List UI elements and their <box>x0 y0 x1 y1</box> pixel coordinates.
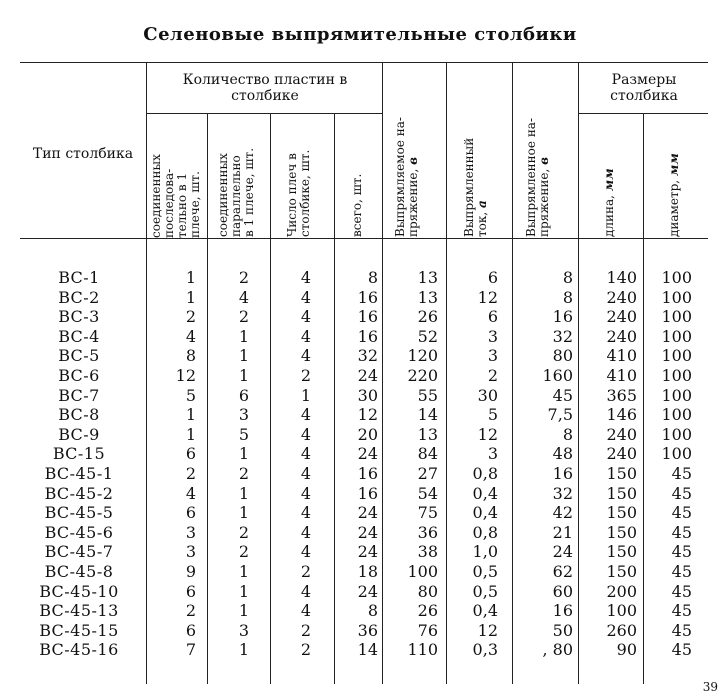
cell-diameter: 45 <box>671 640 692 659</box>
cell-arms: 2 <box>300 621 311 640</box>
cell-parallel: 1 <box>238 444 249 463</box>
row-type: ВС-45-15 <box>39 621 119 640</box>
cell-current: 2 <box>487 366 498 385</box>
cell-current: 12 <box>477 288 498 307</box>
cell-diameter: 100 <box>661 386 692 405</box>
cell-vin: 76 <box>417 621 438 640</box>
cell-total: 24 <box>357 582 378 601</box>
cell-series: 1 <box>185 288 196 307</box>
cell-total: 16 <box>357 307 378 326</box>
cell-parallel: 1 <box>238 601 249 620</box>
header-arms: Число плеч в столбике, шт. <box>285 149 312 237</box>
cell-vout: 24 <box>552 542 573 561</box>
cell-current: 0,3 <box>472 640 498 659</box>
row-type: ВС-7 <box>58 386 100 405</box>
cell-diameter: 100 <box>661 444 692 463</box>
cell-series: 4 <box>185 327 196 346</box>
cell-length: 90 <box>616 640 637 659</box>
cell-total: 16 <box>357 464 378 483</box>
row-type: ВС-45-10 <box>39 582 119 601</box>
cell-vin: 100 <box>407 562 438 581</box>
cell-series: 3 <box>185 542 196 561</box>
cell-arms: 2 <box>300 366 311 385</box>
cell-vin: 54 <box>417 484 438 503</box>
cell-diameter: 45 <box>671 582 692 601</box>
cell-arms: 4 <box>300 601 311 620</box>
cell-diameter: 100 <box>661 405 692 424</box>
cell-total: 20 <box>357 425 378 444</box>
cell-vout: 16 <box>552 307 573 326</box>
cell-length: 365 <box>606 386 637 405</box>
cell-vout: 7,5 <box>547 405 573 424</box>
cell-current: 6 <box>487 268 498 287</box>
cell-arms: 2 <box>300 562 311 581</box>
cell-parallel: 2 <box>238 307 249 326</box>
cell-length: 146 <box>606 405 637 424</box>
table-title: Селеновые выпрямительные столбики <box>143 24 577 45</box>
row-type: ВС-1 <box>58 268 100 287</box>
row-type: ВС-2 <box>58 288 100 307</box>
cell-series: 4 <box>185 484 196 503</box>
cell-series: 6 <box>185 503 196 522</box>
header-voltage-in-label: Выпрямляемое на- пряжение, <box>393 117 420 237</box>
header-diameter-unit: мм <box>667 153 681 177</box>
cell-vin: 13 <box>417 268 438 287</box>
header-current-label: Выпрямленный ток, <box>462 137 489 237</box>
cell-total: 14 <box>357 640 378 659</box>
cell-current: 3 <box>487 444 498 463</box>
cell-vout: 80 <box>552 346 573 365</box>
cell-arms: 4 <box>300 582 311 601</box>
header-length-label: длина, <box>602 191 616 237</box>
cell-arms: 4 <box>300 503 311 522</box>
cell-length: 150 <box>606 523 637 542</box>
cell-total: 8 <box>367 601 378 620</box>
cell-vout: , 80 <box>542 640 573 659</box>
cell-current: 3 <box>487 327 498 346</box>
cell-arms: 4 <box>300 288 311 307</box>
page-number-fragment: 39 <box>702 680 718 694</box>
cell-parallel: 4 <box>238 288 249 307</box>
cell-parallel: 2 <box>238 523 249 542</box>
cell-vout: 32 <box>552 327 573 346</box>
row-type: ВС-45-5 <box>44 503 114 522</box>
cell-length: 240 <box>606 327 637 346</box>
cell-vout: 48 <box>552 444 573 463</box>
cell-length: 240 <box>606 307 637 326</box>
row-type: ВС-45-16 <box>39 640 119 659</box>
cell-diameter: 45 <box>671 464 692 483</box>
cell-parallel: 1 <box>238 582 249 601</box>
cell-current: 12 <box>477 425 498 444</box>
cell-length: 150 <box>606 484 637 503</box>
cell-total: 24 <box>357 542 378 561</box>
cell-series: 9 <box>185 562 196 581</box>
cell-parallel: 1 <box>238 366 249 385</box>
cell-arms: 4 <box>300 346 311 365</box>
header-voltage-in-unit: в <box>406 156 420 165</box>
cell-total: 8 <box>367 268 378 287</box>
cell-parallel: 1 <box>238 640 249 659</box>
header-voltage-out-label: Выпрямленное на- пряжение, <box>524 117 551 237</box>
cell-vin: 80 <box>417 582 438 601</box>
cell-vin: 26 <box>417 601 438 620</box>
row-type: ВС-45-6 <box>44 523 114 542</box>
cell-series: 6 <box>185 582 196 601</box>
cell-diameter: 45 <box>671 601 692 620</box>
header-length <box>603 117 619 237</box>
cell-parallel: 3 <box>238 621 249 640</box>
header-diameter-label: диаметр, <box>667 176 681 237</box>
cell-total: 36 <box>357 621 378 640</box>
header-series: соединенных последова- тельно в 1 плече, шт. <box>149 154 202 238</box>
cell-arms: 4 <box>300 268 311 287</box>
cell-vout: 160 <box>542 366 573 385</box>
row-type: ВС-45-8 <box>44 562 114 581</box>
cell-parallel: 1 <box>238 346 249 365</box>
cell-current: 0,8 <box>472 523 498 542</box>
row-type: ВС-3 <box>58 307 100 326</box>
cell-parallel: 1 <box>238 484 249 503</box>
cell-total: 24 <box>357 503 378 522</box>
cell-vout: 32 <box>552 484 573 503</box>
cell-current: 3 <box>487 346 498 365</box>
cell-vin: 84 <box>417 444 438 463</box>
cell-length: 240 <box>606 444 637 463</box>
cell-parallel: 1 <box>238 503 249 522</box>
cell-arms: 4 <box>300 425 311 444</box>
cell-current: 0,8 <box>472 464 498 483</box>
cell-length: 150 <box>606 562 637 581</box>
cell-vin: 55 <box>417 386 438 405</box>
cell-current: 12 <box>477 621 498 640</box>
cell-total: 16 <box>357 288 378 307</box>
cell-diameter: 100 <box>661 268 692 287</box>
cell-vin: 14 <box>417 405 438 424</box>
header-plates-group: Количество пластин в столбике <box>182 72 348 104</box>
cell-total: 30 <box>357 386 378 405</box>
cell-series: 5 <box>185 386 196 405</box>
cell-diameter: 45 <box>671 562 692 581</box>
cell-diameter: 45 <box>671 484 692 503</box>
cell-diameter: 45 <box>671 503 692 522</box>
cell-vin: 120 <box>407 346 438 365</box>
cell-diameter: 100 <box>661 346 692 365</box>
cell-vout: 16 <box>552 601 573 620</box>
cell-length: 240 <box>606 425 637 444</box>
header-current <box>463 117 495 237</box>
cell-arms: 4 <box>300 327 311 346</box>
cell-series: 12 <box>175 366 196 385</box>
header-total: всего, шт. <box>350 173 364 237</box>
cell-arms: 4 <box>300 444 311 463</box>
cell-vout: 16 <box>552 464 573 483</box>
cell-vin: 75 <box>417 503 438 522</box>
cell-series: 1 <box>185 425 196 444</box>
cell-series: 2 <box>185 601 196 620</box>
cell-vin: 220 <box>407 366 438 385</box>
header-voltage-in <box>394 117 434 237</box>
cell-total: 16 <box>357 484 378 503</box>
cell-length: 260 <box>606 621 637 640</box>
row-type: ВС-45-1 <box>44 464 114 483</box>
cell-total: 16 <box>357 327 378 346</box>
cell-vout: 8 <box>562 425 573 444</box>
cell-vin: 27 <box>417 464 438 483</box>
cell-vout: 42 <box>552 503 573 522</box>
cell-vin: 13 <box>417 288 438 307</box>
cell-total: 18 <box>357 562 378 581</box>
cell-series: 6 <box>185 621 196 640</box>
cell-length: 200 <box>606 582 637 601</box>
table-top-rule <box>20 62 708 63</box>
cell-parallel: 3 <box>238 405 249 424</box>
cell-series: 6 <box>185 444 196 463</box>
cell-series: 1 <box>185 405 196 424</box>
cell-arms: 4 <box>300 405 311 424</box>
cell-total: 24 <box>357 366 378 385</box>
cell-vin: 13 <box>417 425 438 444</box>
row-type: ВС-9 <box>58 425 100 444</box>
cell-total: 24 <box>357 444 378 463</box>
cell-parallel: 1 <box>238 562 249 581</box>
cell-series: 2 <box>185 307 196 326</box>
row-type: ВС-6 <box>58 366 100 385</box>
cell-vin: 38 <box>417 542 438 561</box>
header-type: Тип столбика <box>32 146 134 162</box>
cell-length: 240 <box>606 288 637 307</box>
cell-diameter: 100 <box>661 307 692 326</box>
cell-vout: 8 <box>562 288 573 307</box>
row-type: ВС-8 <box>58 405 100 424</box>
row-type: ВС-4 <box>58 327 100 346</box>
cell-total: 32 <box>357 346 378 365</box>
header-bottom-rule <box>20 238 708 239</box>
header-voltage-out <box>525 117 565 237</box>
row-type: ВС-15 <box>52 444 106 463</box>
cell-length: 140 <box>606 268 637 287</box>
cell-arms: 2 <box>300 640 311 659</box>
cell-vout: 60 <box>552 582 573 601</box>
header-current-unit: а <box>475 200 489 208</box>
plates-group-rule <box>146 113 382 114</box>
cell-arms: 4 <box>300 523 311 542</box>
cell-vout: 50 <box>552 621 573 640</box>
header-size-group: Размеры столбика <box>610 72 678 104</box>
cell-series: 2 <box>185 464 196 483</box>
cell-current: 1,0 <box>472 542 498 561</box>
cell-parallel: 2 <box>238 464 249 483</box>
cell-vout: 8 <box>562 268 573 287</box>
cell-current: 0,4 <box>472 601 498 620</box>
cell-total: 24 <box>357 523 378 542</box>
header-parallel: соединенных параллельно в 1 плече, шт. <box>216 147 256 237</box>
cell-vin: 110 <box>407 640 438 659</box>
cell-diameter: 45 <box>671 523 692 542</box>
cell-current: 0,5 <box>472 582 498 601</box>
header-length-unit: мм <box>602 168 616 192</box>
cell-length: 150 <box>606 503 637 522</box>
cell-current: 5 <box>487 405 498 424</box>
cell-length: 150 <box>606 464 637 483</box>
cell-parallel: 2 <box>238 542 249 561</box>
cell-current: 30 <box>477 386 498 405</box>
cell-series: 8 <box>185 346 196 365</box>
cell-length: 410 <box>606 346 637 365</box>
cell-arms: 4 <box>300 484 311 503</box>
cell-parallel: 1 <box>238 327 249 346</box>
cell-vout: 21 <box>552 523 573 542</box>
cell-total: 12 <box>357 405 378 424</box>
cell-vin: 26 <box>417 307 438 326</box>
cell-arms: 1 <box>300 386 311 405</box>
cell-current: 6 <box>487 307 498 326</box>
cell-length: 410 <box>606 366 637 385</box>
row-type: ВС-45-7 <box>44 542 114 561</box>
cell-parallel: 2 <box>238 268 249 287</box>
cell-series: 3 <box>185 523 196 542</box>
cell-diameter: 100 <box>661 327 692 346</box>
cell-parallel: 6 <box>238 386 249 405</box>
cell-current: 0,4 <box>472 484 498 503</box>
cell-diameter: 100 <box>661 366 692 385</box>
row-type: ВС-45-2 <box>44 484 114 503</box>
cell-vin: 36 <box>417 523 438 542</box>
cell-parallel: 5 <box>238 425 249 444</box>
cell-diameter: 100 <box>661 288 692 307</box>
cell-arms: 4 <box>300 542 311 561</box>
cell-diameter: 45 <box>671 621 692 640</box>
cell-series: 7 <box>185 640 196 659</box>
row-type: ВС-45-13 <box>39 601 119 620</box>
cell-length: 150 <box>606 542 637 561</box>
cell-diameter: 100 <box>661 425 692 444</box>
header-voltage-out-unit: в <box>537 156 551 165</box>
cell-vout: 62 <box>552 562 573 581</box>
cell-diameter: 45 <box>671 542 692 561</box>
cell-current: 0,5 <box>472 562 498 581</box>
cell-arms: 4 <box>300 464 311 483</box>
row-type: ВС-5 <box>58 346 100 365</box>
cell-vin: 52 <box>417 327 438 346</box>
cell-length: 100 <box>606 601 637 620</box>
cell-series: 1 <box>185 268 196 287</box>
cell-current: 0,4 <box>472 503 498 522</box>
cell-vout: 45 <box>552 386 573 405</box>
header-diameter <box>668 117 684 237</box>
cell-arms: 4 <box>300 307 311 326</box>
